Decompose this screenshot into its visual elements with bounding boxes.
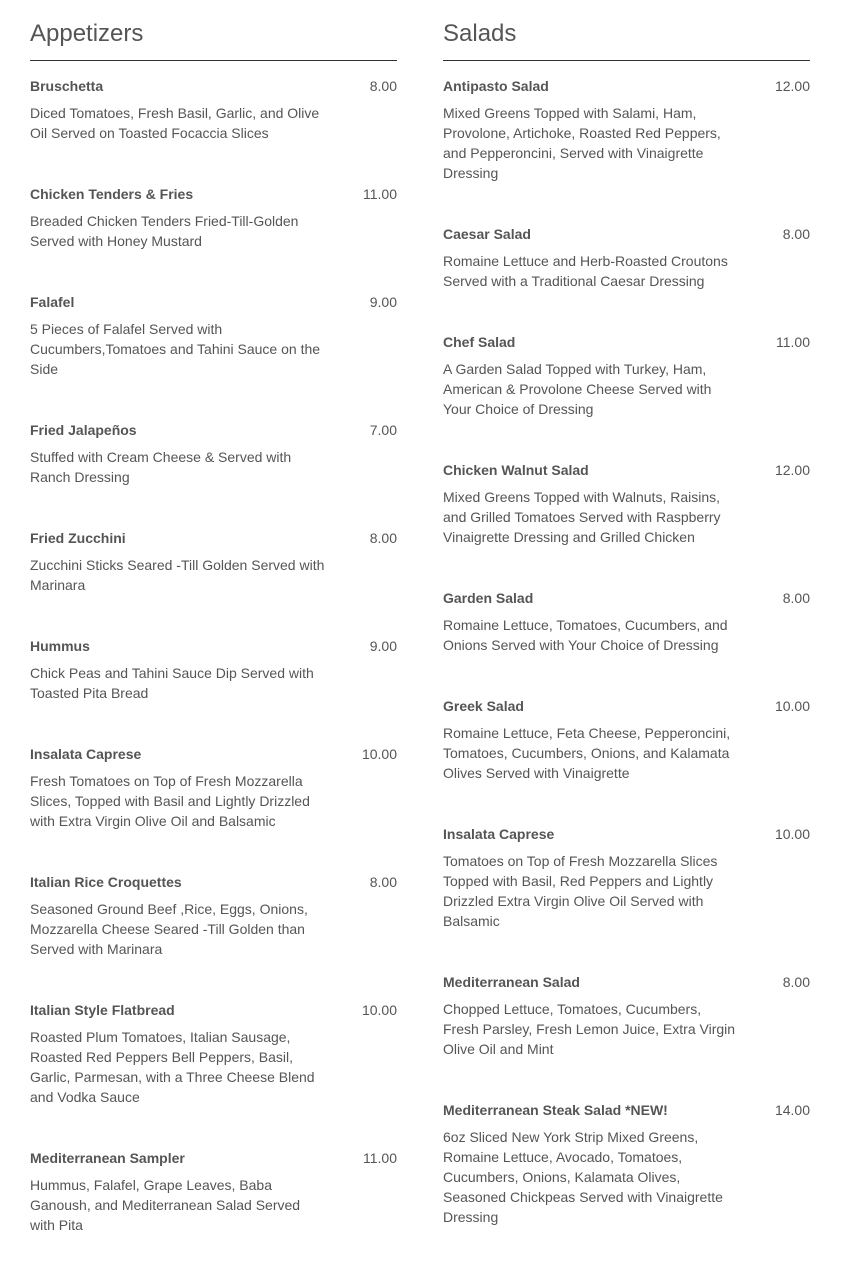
menu-item-name: Mediterranean Steak Salad *NEW! — [443, 1102, 668, 1118]
menu-item-description: A Garden Salad Topped with Turkey, Ham, American & Provolone Cheese Served with Your Choice of Dressing — [443, 361, 712, 417]
menu-item — [443, 973, 810, 1059]
menu-item-header — [30, 293, 397, 311]
menu-item-name: Chicken Tenders & Fries — [30, 186, 194, 202]
menu-item-name: Antipasto Salad — [443, 78, 549, 94]
menu-item — [443, 77, 810, 183]
menu-item — [30, 637, 397, 703]
menu-item-description: Hummus, Falafel, Grape Leaves, Baba Ganoush, and Mediterranean Salad Served with Pita — [30, 1177, 301, 1233]
menu-item — [30, 185, 397, 251]
menu-item-price: 8.00 — [369, 530, 397, 546]
menu-item — [443, 825, 810, 931]
menu-item-description: Romaine Lettuce, Tomatoes, Cucumbers, and Onions Served with Your Choice of Dressing — [443, 617, 728, 653]
menu-item-header — [443, 697, 810, 715]
menu-item-name: Insalata Caprese — [443, 826, 555, 842]
menu-item-description: Romaine Lettuce and Herb-Roasted Croutons Served with a Traditional Caesar Dressing — [443, 253, 728, 289]
menu-item-price: 12.00 — [774, 78, 810, 94]
menu-item — [30, 873, 397, 959]
menu-item-header — [30, 77, 397, 95]
menu-item-price: 8.00 — [782, 590, 810, 606]
menu-item-description: Mixed Greens Topped with Walnuts, Raisins, and Grilled Tomatoes Served with Raspberry Vinaigrette Dressing and Grilled Chicken — [443, 489, 721, 545]
menu-item — [30, 529, 397, 595]
menu-item-header — [30, 421, 397, 439]
menu-item-description: Breaded Chicken Tenders Fried-Till-Golden Served with Honey Mustard — [30, 213, 299, 249]
menu-item-description: 5 Pieces of Falafel Served with Cucumbers,Tomatoes and Tahini Sauce on the Side — [30, 321, 321, 377]
menu-item-description: Chopped Lettuce, Tomatoes, Cucumbers, Fresh Parsley, Fresh Lemon Juice, Extra Virgin Olive Oil and Mint — [443, 1001, 736, 1057]
menu-item-price: 10.00 — [774, 826, 810, 842]
menu-item-header — [30, 1001, 397, 1019]
menu-item-description: Zucchini Sticks Seared -Till Golden Served with Marinara — [30, 557, 325, 593]
salads-section — [443, 0, 810, 1269]
menu-item-price: 11.00 — [363, 1150, 397, 1166]
menu-item-price: 12.00 — [774, 462, 810, 478]
menu-item-name: Falafel — [30, 294, 75, 310]
menu-item-price: 11.00 — [363, 186, 397, 202]
menu-item-name: Garden Salad — [443, 590, 534, 606]
menu-item-description: Tomatoes on Top of Fresh Mozzarella Slices Topped with Basil, Red Peppers and Lightly Drizzled Extra Virgin Olive Oil Served with Balsamic — [443, 853, 718, 929]
menu-item-name: Bruschetta — [30, 78, 104, 94]
menu-item-price: 8.00 — [782, 974, 810, 990]
menu-item-header — [30, 745, 397, 763]
menu-item-name: Mediterranean Salad — [443, 974, 580, 990]
salads-list — [443, 61, 810, 1227]
menu-item-description: Fresh Tomatoes on Top of Fresh Mozzarella Slices, Topped with Basil and Lightly Drizzled with Extra Virgin Olive Oil and Balsamic — [30, 773, 310, 829]
menu-item-header — [443, 333, 810, 351]
menu-item-header — [443, 461, 810, 479]
menu-item-description: Roasted Plum Tomatoes, Italian Sausage, Roasted Red Peppers Bell Peppers, Basil, Garlic, Parmesan, with a Three Cheese Blend and Vodka Sauce — [30, 1029, 315, 1105]
menu-item-name: Fried Jalapeños — [30, 422, 137, 438]
menu-item-name: Caesar Salad — [443, 226, 531, 242]
menu-item-header — [30, 185, 397, 203]
menu-item-header — [443, 973, 810, 991]
menu-item-price: 11.00 — [776, 334, 810, 350]
menu-item — [443, 461, 810, 547]
menu-item-price: 8.00 — [782, 226, 810, 242]
menu-item — [443, 333, 810, 419]
menu-item-description: Seasoned Ground Beef ,Rice, Eggs, Onions, Mozzarella Cheese Seared -Till Golden than Served with Marinara — [30, 901, 308, 957]
menu-item-description: Chick Peas and Tahini Sauce Dip Served with Toasted Pita Bread — [30, 665, 314, 701]
menu-item-description: Romaine Lettuce, Feta Cheese, Pepperoncini, Tomatoes, Cucumbers, Onions, and Kalamata Olives Served with Vinaigrette — [443, 725, 731, 781]
menu-item — [30, 293, 397, 379]
menu-item-price: 10.00 — [774, 698, 810, 714]
menu-item-name: Hummus — [30, 638, 90, 654]
menu-item — [443, 589, 810, 655]
menu-item-price: 8.00 — [369, 78, 397, 94]
menu-item-price: 9.00 — [369, 638, 397, 654]
menu-item-price: 9.00 — [369, 294, 397, 310]
menu-item-description: Diced Tomatoes, Fresh Basil, Garlic, and Olive Oil Served on Toasted Focaccia Slices — [30, 105, 320, 141]
menu-item-name: Chef Salad — [443, 334, 516, 350]
menu-item — [30, 77, 397, 143]
menu-item-header — [30, 529, 397, 547]
menu-item-name: Fried Zucchini — [30, 530, 126, 546]
menu-item — [30, 745, 397, 831]
menu-item — [30, 1001, 397, 1107]
menu-item-header — [443, 77, 810, 95]
menu-item-header — [443, 225, 810, 243]
salads-title: Salads — [443, 0, 810, 61]
menu-item — [443, 1101, 810, 1227]
menu-item-description: 6oz Sliced New York Strip Mixed Greens, Romaine Lettuce, Avocado, Tomatoes, Cucumbers, Onions, Kalamata Olives, Seasoned Chickpeas Served with Vinaigrette Dressing — [443, 1129, 723, 1225]
menu-item-name: Mediterranean Sampler — [30, 1150, 185, 1166]
appetizers-list — [30, 61, 397, 1235]
menu-item-name: Insalata Caprese — [30, 746, 142, 762]
menu-item-header — [443, 825, 810, 843]
menu-item-description: Mixed Greens Topped with Salami, Ham, Provolone, Artichoke, Roasted Red Peppers, and Pepperoncini, Served with Vinaigrette Dressing — [443, 105, 721, 181]
menu-item-price: 10.00 — [361, 1002, 397, 1018]
menu-item-price: 10.00 — [361, 746, 397, 762]
menu-item-name: Italian Rice Croquettes — [30, 874, 182, 890]
menu-item-header — [443, 1101, 810, 1119]
menu-item-header — [30, 1149, 397, 1167]
menu-item-price: 7.00 — [369, 422, 397, 438]
menu-item-name: Italian Style Flatbread — [30, 1002, 175, 1018]
appetizers-title: Appetizers — [30, 0, 397, 61]
menu-item — [30, 421, 397, 487]
menu-item-header — [443, 589, 810, 607]
menu-item-header — [30, 637, 397, 655]
menu-item-header — [30, 873, 397, 891]
menu-item-description: Stuffed with Cream Cheese & Served with Ranch Dressing — [30, 449, 292, 485]
menu-item-name: Chicken Walnut Salad — [443, 462, 589, 478]
menu-item-name: Greek Salad — [443, 698, 524, 714]
appetizers-section — [30, 0, 397, 1277]
menu-item-price: 8.00 — [369, 874, 397, 890]
menu-item — [443, 225, 810, 291]
menu-item — [30, 1149, 397, 1235]
menu-item — [443, 697, 810, 783]
menu-item-price: 14.00 — [774, 1102, 810, 1118]
